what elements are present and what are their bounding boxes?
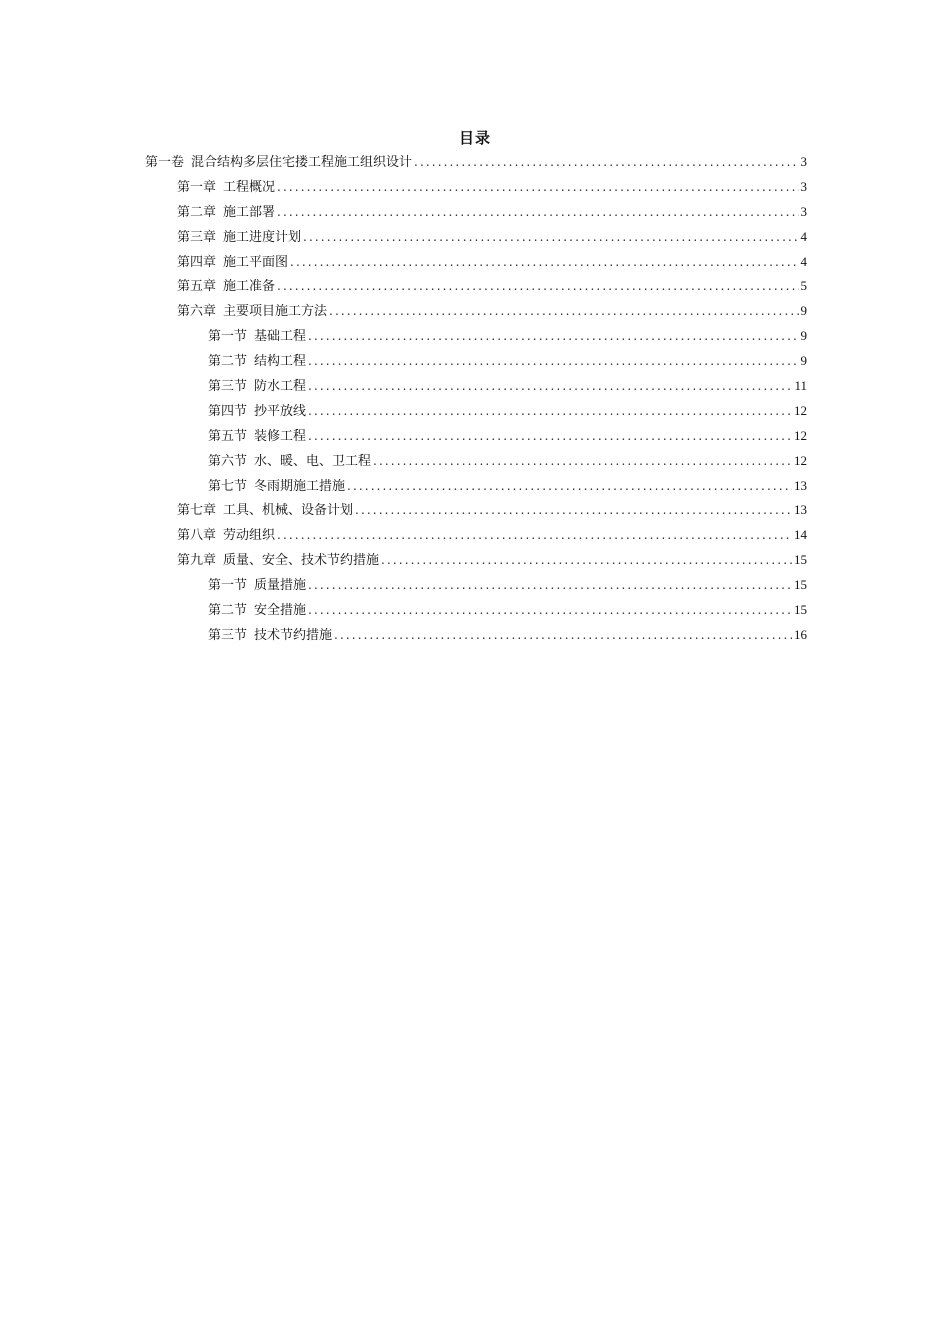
toc-dot-leader <box>355 500 792 520</box>
toc-list <box>145 152 807 650</box>
toc-dot-leader <box>329 301 798 321</box>
toc-dot-leader <box>308 575 792 595</box>
toc-page-number: 9 <box>800 353 807 369</box>
toc-entry-title: 施工进度计划 <box>223 229 302 245</box>
toc-page-number: 12 <box>794 452 807 468</box>
toc-title: 目录 <box>458 129 491 147</box>
toc-entry-number: 第七章 <box>177 503 217 519</box>
toc-entry-title: 基础工程 <box>254 329 307 345</box>
toc-entry-number: 第三节 <box>208 379 248 395</box>
toc-entry-number: 第八章 <box>177 528 217 544</box>
toc-page-number: 11 <box>794 378 807 394</box>
toc-page-number: 15 <box>794 577 807 593</box>
toc-entry-title: 装修工程 <box>254 428 307 444</box>
toc-entry[interactable] <box>145 525 807 550</box>
toc-entry-title: 结构工程 <box>254 354 307 370</box>
toc-page-number: 5 <box>800 278 807 294</box>
toc-entry[interactable] <box>145 202 807 227</box>
toc-entry-number: 第六章 <box>177 304 217 320</box>
toc-dot-leader <box>381 550 792 570</box>
toc-entry[interactable] <box>145 152 807 177</box>
toc-page-number: 13 <box>794 502 807 518</box>
toc-page-number: 4 <box>800 228 807 244</box>
toc-page-number: 16 <box>794 626 807 642</box>
toc-entry-title: 水、暖、电、卫工程 <box>254 453 372 469</box>
toc-dot-leader <box>303 227 798 247</box>
toc-page-number: 13 <box>794 477 807 493</box>
toc-entry[interactable] <box>145 500 807 525</box>
toc-page-number: 14 <box>794 527 807 543</box>
toc-dot-leader <box>277 276 798 296</box>
toc-entry-number: 第一章 <box>177 179 217 195</box>
toc-entry-number: 第七节 <box>208 478 248 494</box>
toc-entry[interactable] <box>145 451 807 476</box>
toc-entry-title: 施工平面图 <box>223 254 289 270</box>
toc-page-number: 15 <box>794 602 807 618</box>
toc-entry-number: 第三章 <box>177 229 217 245</box>
toc-page-number: 9 <box>800 303 807 319</box>
toc-entry-title: 工程概况 <box>223 179 276 195</box>
toc-entry[interactable] <box>145 227 807 252</box>
toc-entry-number: 第三节 <box>208 627 248 643</box>
toc-entry[interactable] <box>145 351 807 376</box>
toc-dot-leader <box>334 625 792 645</box>
toc-entry-number: 第一卷 <box>145 155 185 170</box>
toc-entry-title: 劳动组织 <box>223 528 276 544</box>
toc-entry-title: 施工部署 <box>223 204 276 220</box>
toc-entry[interactable] <box>145 625 807 650</box>
toc-entry[interactable] <box>145 600 807 625</box>
toc-entry-number: 第二章 <box>177 204 217 220</box>
toc-page-number: 15 <box>794 552 807 568</box>
toc-entry-title: 技术节约措施 <box>254 627 333 643</box>
toc-entry-title: 冬雨期施工措施 <box>254 478 346 494</box>
toc-entry-number: 第四章 <box>177 254 217 270</box>
toc-dot-leader <box>277 202 798 222</box>
toc-entry-title: 质量措施 <box>254 578 307 594</box>
toc-entry-title: 防水工程 <box>254 379 307 395</box>
toc-entry-number: 第六节 <box>208 453 248 469</box>
toc-entry[interactable] <box>145 177 807 202</box>
toc-entry-number: 第九章 <box>177 553 217 569</box>
toc-entry[interactable] <box>145 326 807 351</box>
toc-page-number: 12 <box>794 427 807 443</box>
toc-entry-title: 混合结构多层住宅搂工程施工组织设计 <box>191 155 413 170</box>
toc-entry-number: 第一节 <box>208 329 248 345</box>
toc-entry-title: 安全措施 <box>254 603 307 619</box>
toc-dot-leader <box>308 600 792 620</box>
toc-page-number: 3 <box>800 154 807 169</box>
toc-entry-number: 第五章 <box>177 279 217 295</box>
toc-page-number: 9 <box>800 328 807 344</box>
toc-dot-leader <box>373 451 792 471</box>
toc-entry[interactable] <box>145 550 807 575</box>
toc-entry-number: 第二节 <box>208 603 248 619</box>
toc-dot-leader <box>308 401 792 421</box>
toc-entry-number: 第五节 <box>208 428 248 444</box>
toc-entry[interactable] <box>145 476 807 501</box>
toc-dot-leader <box>347 476 792 496</box>
toc-page-number: 3 <box>800 203 807 219</box>
toc-entry-title: 抄平放线 <box>254 403 307 419</box>
toc-dot-leader <box>414 152 798 172</box>
toc-entry-number: 第四节 <box>208 403 248 419</box>
toc-dot-leader <box>308 376 792 396</box>
toc-page-number: 4 <box>800 253 807 269</box>
toc-entry[interactable] <box>145 252 807 277</box>
toc-entry[interactable] <box>145 301 807 326</box>
toc-entry-title: 工具、机械、设备计划 <box>223 503 354 519</box>
toc-entry[interactable] <box>145 376 807 401</box>
toc-dot-leader <box>277 177 798 197</box>
toc-dot-leader <box>290 252 798 272</box>
toc-entry[interactable] <box>145 276 807 301</box>
toc-entry-number: 第二节 <box>208 354 248 370</box>
toc-entry[interactable] <box>145 401 807 426</box>
toc-dot-leader <box>308 326 798 346</box>
toc-dot-leader <box>277 525 792 545</box>
toc-entry-title: 主要项目施工方法 <box>223 304 328 320</box>
toc-entry[interactable] <box>145 575 807 600</box>
toc-entry-number: 第一节 <box>208 578 248 594</box>
toc-entry[interactable] <box>145 426 807 451</box>
toc-page-number: 12 <box>794 402 807 418</box>
toc-entry-title: 质量、安全、技术节约措施 <box>223 553 380 569</box>
toc-dot-leader <box>308 426 792 446</box>
toc-page-number: 3 <box>800 178 807 194</box>
toc-dot-leader <box>308 351 798 371</box>
toc-entry-title: 施工准备 <box>223 279 276 295</box>
